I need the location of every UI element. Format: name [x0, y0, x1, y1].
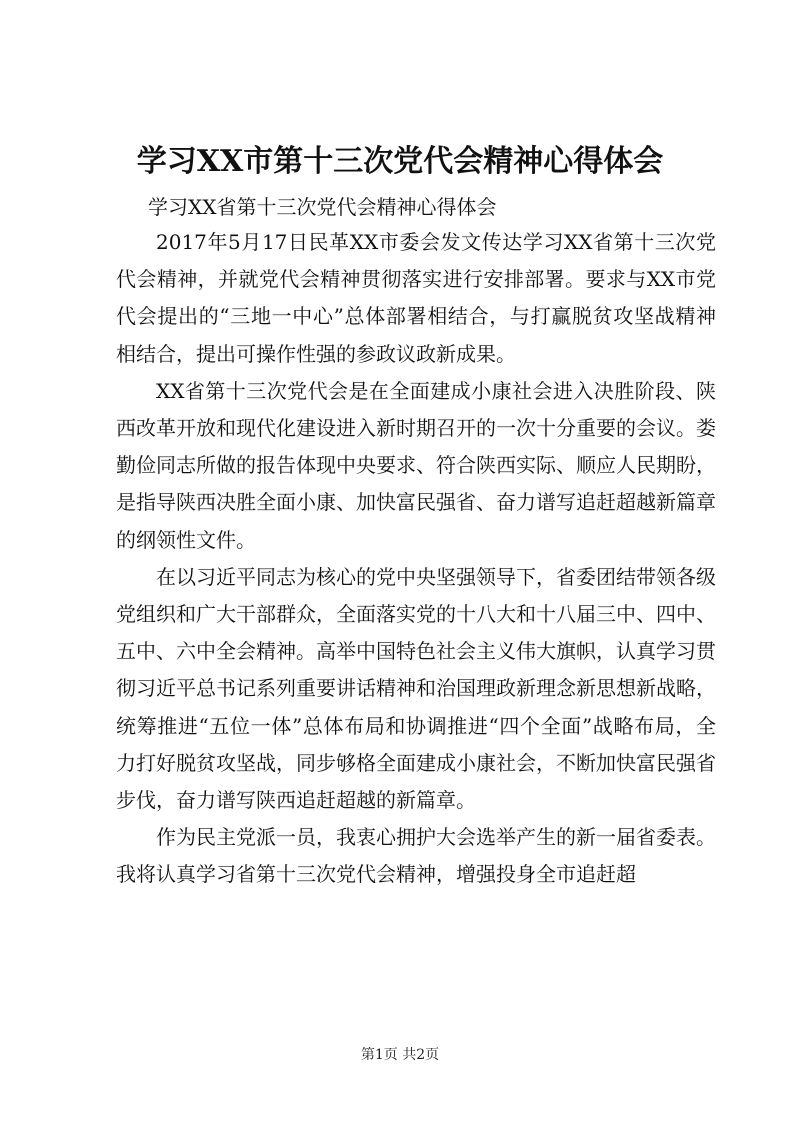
paragraph-4: 作为民主党派一员，我衷心拥护大会选举产生的新一届省委表。我将认真学习省第十三次党代会精神，增强投身全市追赶超 — [116, 825, 716, 887]
document-body — [116, 190, 716, 894]
paragraph-2: XX省第十三次党代会是在全面建成小康社会进入决胜阶段、陕西改革开放和现代化建设进入新时期召开的一次十分重要的会议。娄勤俭同志所做的报告体现中央要求、符合陕西实际、顺应人民期盼，是指导陕西决胜全面小康、加快富民强省、奋力谱写追赶超越新篇章的纲领性文件。 — [116, 378, 716, 552]
paragraph-1: 2017年5月17日民革XX市委会发文传达学习XX省第十三次党代会精神，并就党代会精神贯彻落实进行安排部署。要求与XX市党代会提出的“三地一中心”总体部署相结合，与打赢脱贫攻坚战精神相结合，提出可操作性强的参政议政新成果。 — [116, 230, 716, 366]
paragraph-3: 在以习近平同志为核心的党中央坚强领导下，省委团结带领各级党组织和广大干部群众，全面落实党的十八大和十八届三中、四中、五中、六中全会精神。高举中国特色社会主义伟大旗帜，认真学习贯彻习近平总书记系列重要讲话精神和治国理政新理念新思想新战略，统筹推进“五位一体”总体布局和协调推进“四个全面”战略布局，全力打好脱贫攻坚战，同步够格全面建成小康社会，不断加快富民强省步伐，奋力谱写陕西追赶超越的新篇章。 — [116, 564, 716, 813]
page-footer: 第1页 共2页 — [360, 1047, 440, 1063]
document-title: 学习XX市第十三次党代会精神心得体会 — [136, 144, 664, 179]
document-subtitle: 学习XX省第十三次党代会精神心得体会 — [148, 195, 497, 219]
